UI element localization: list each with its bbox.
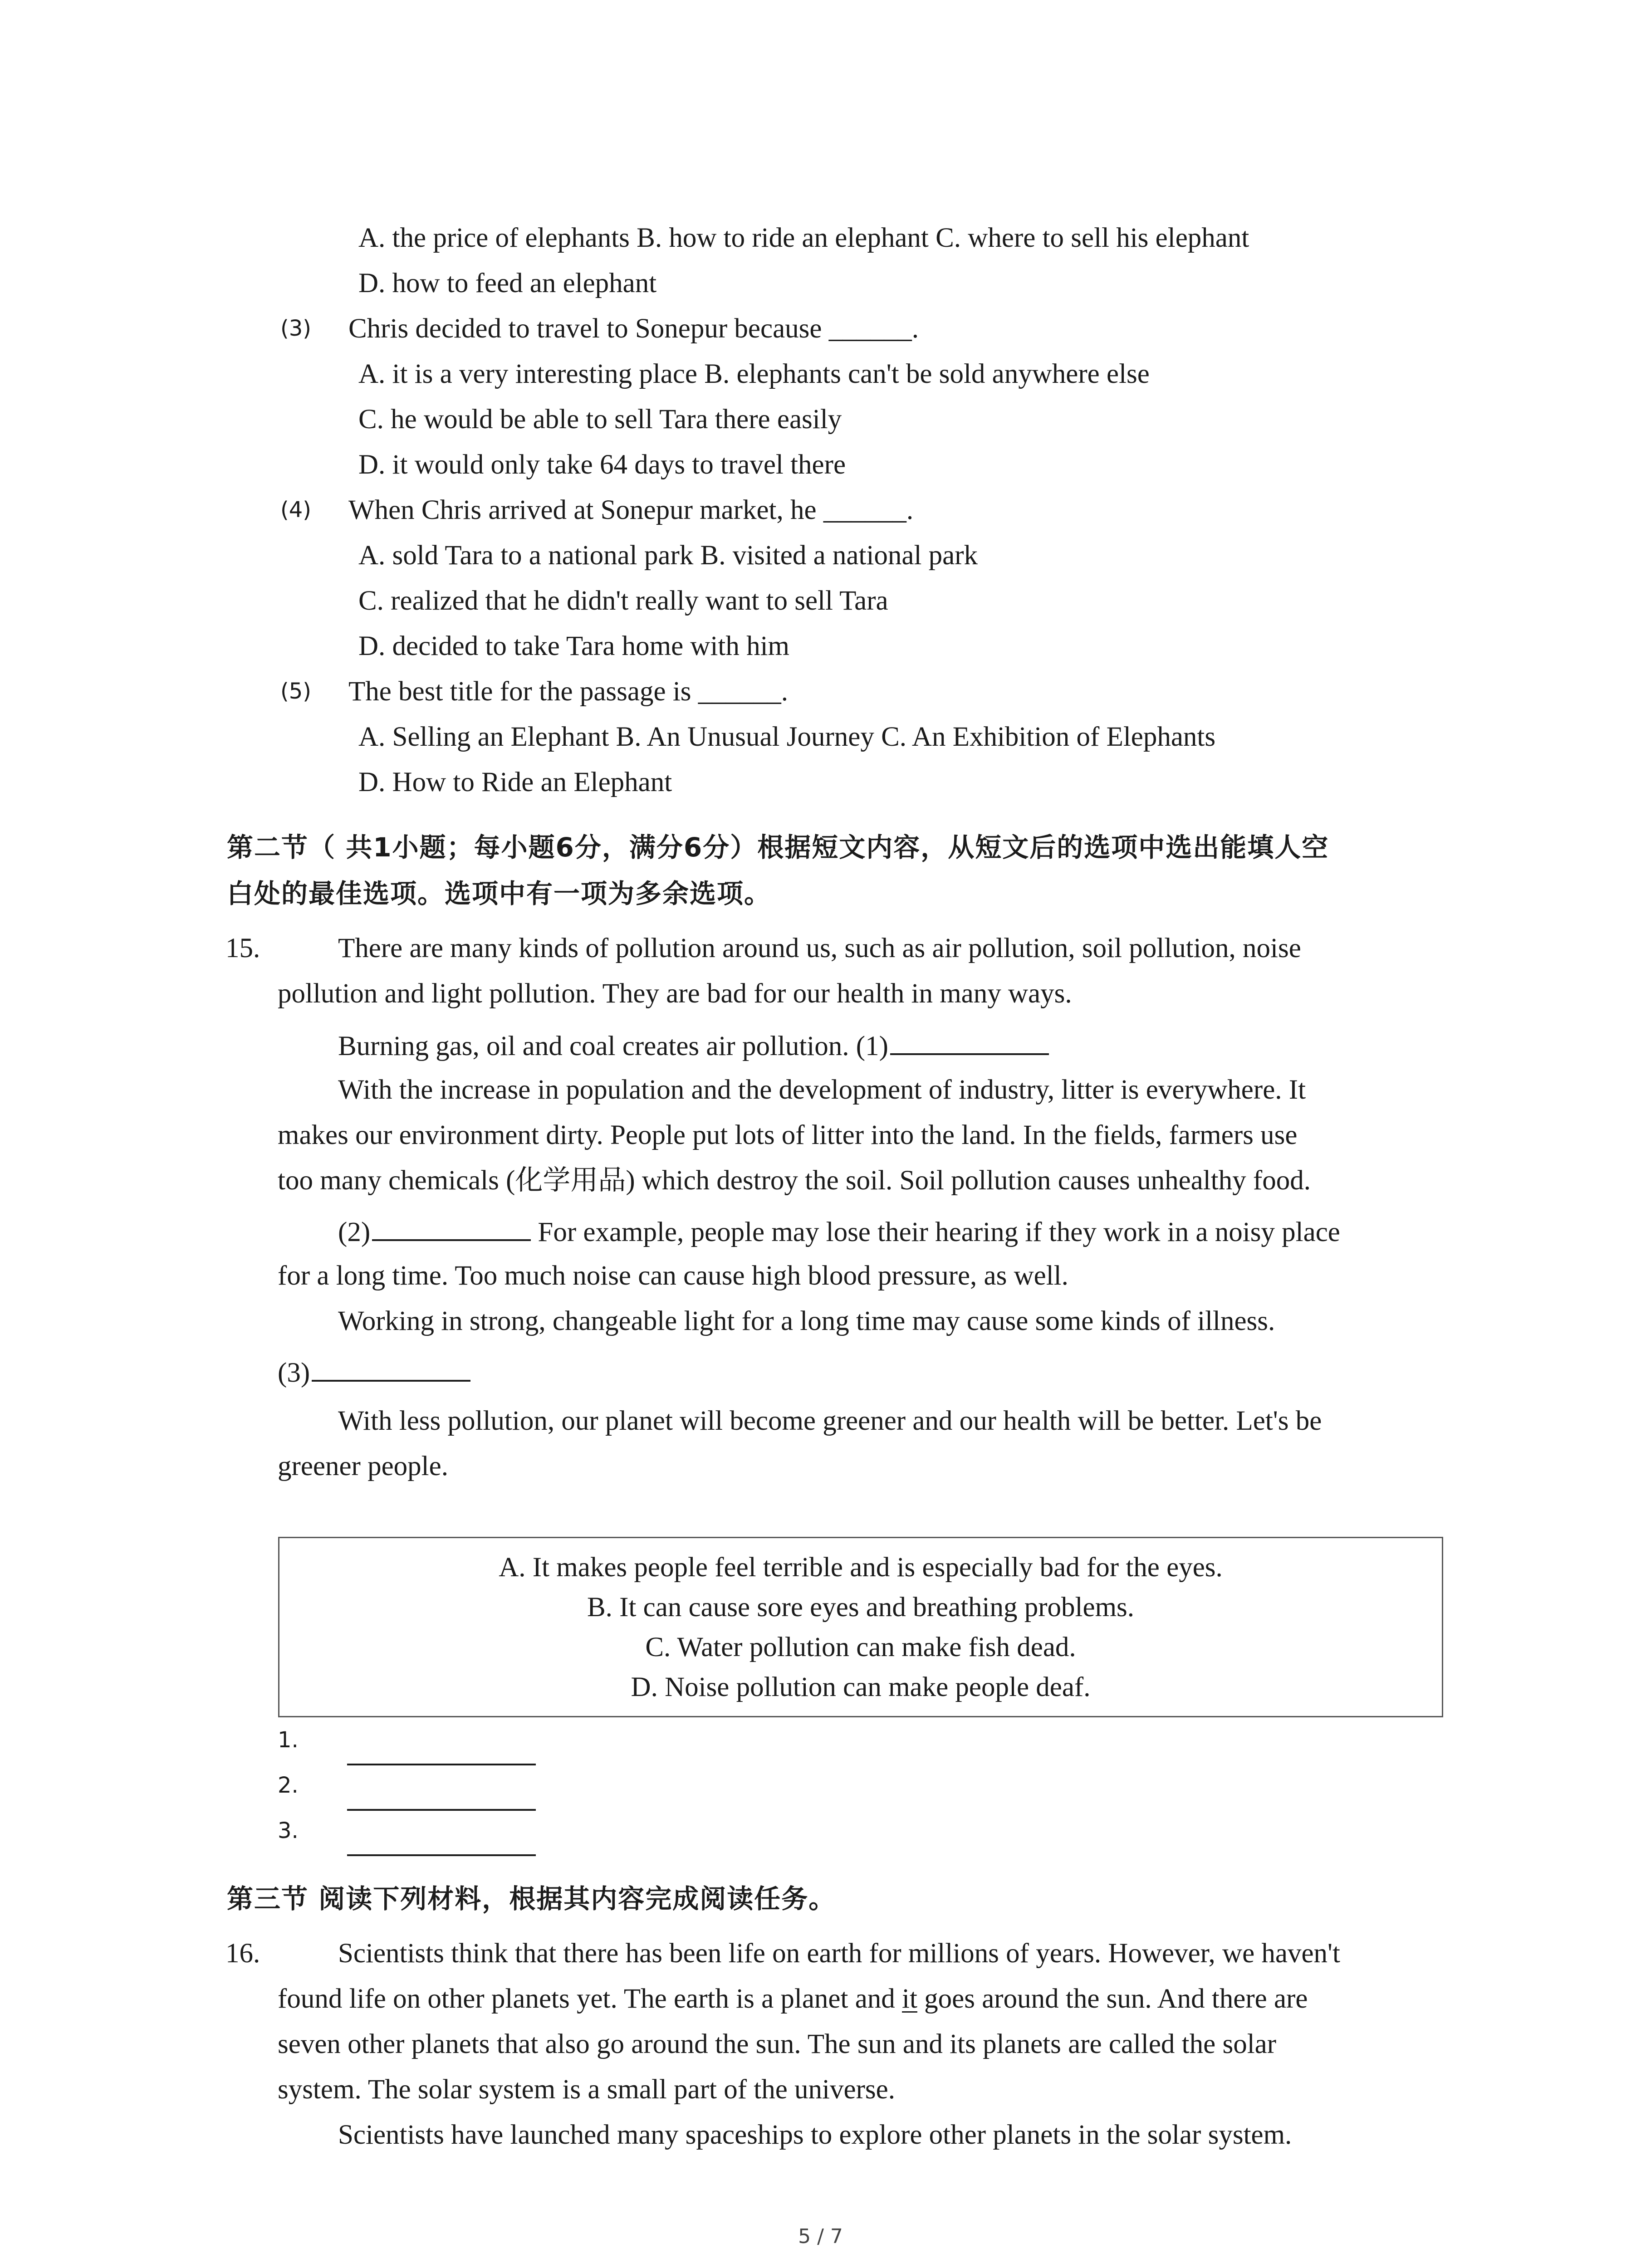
q15-blank-3[interactable]: [312, 1354, 470, 1382]
q15-p2: [338, 1028, 1049, 1063]
q15-option-d: D. Noise pollution can make people deaf.: [631, 1672, 1091, 1702]
q14-5-number: (5): [280, 679, 311, 704]
q16-p1-line2-pre: found life on other planets yet. The earth is a planet and: [278, 1984, 902, 2014]
q15-blank-2[interactable]: [372, 1214, 531, 1241]
q15-option-c: C. Water pollution can make fish dead.: [645, 1632, 1076, 1662]
section2-heading-line2: 白处的最佳选项。选项中有一项为多余选项。: [227, 878, 772, 909]
q14-4-option-line2: C. realized that he didn't really want to sell Tara: [358, 586, 888, 616]
q15-p5-line2: [278, 1354, 470, 1389]
section3-heading: 第三节 阅读下列材料，根据其内容完成阅读任务。: [227, 1883, 836, 1914]
q15-p1-line1: There are many kinds of pollution around us, such as air pollution, soil pollution, noise: [338, 933, 1301, 963]
q16-p1-line1: Scientists think that there has been life on earth for millions of years. However, we haven't: [338, 1938, 1340, 1969]
q15-option-a: A. It makes people feel terrible and is especially bad for the eyes.: [499, 1552, 1223, 1583]
q15-p6-line1: With less pollution, our planet will become greener and our health will be better. Let's be: [338, 1406, 1322, 1436]
q14-4-option-line3: D. decided to take Tara home with him: [358, 631, 789, 661]
q15-answer-3-number: 3.: [278, 1818, 299, 1843]
q16-number: 16.: [225, 1938, 260, 1969]
q14-3-stem: Chris decided to travel to Sonepur because ______.: [348, 313, 919, 344]
q16-p1-line4: system. The solar system is a small part of the universe.: [278, 2074, 895, 2105]
q15-number: 15.: [225, 933, 260, 963]
q16-p1-line2-post: goes around the sun. And there are: [917, 1984, 1308, 2014]
q14-2-options-line2: D. how to feed an elephant: [358, 268, 657, 298]
q15-p3-line3: too many chemicals (化学用品) which destroy the soil. Soil pollution causes unhealthy food.: [278, 1165, 1311, 1196]
q15-answer-2-number: 2.: [278, 1773, 299, 1798]
q16-p1-line3: seven other planets that also go around the sun. The sun and its planets are called the solar: [278, 2029, 1277, 2059]
q15-p4-line2: for a long time. Too much noise can cause high blood pressure, as well.: [278, 1261, 1068, 1291]
q14-4-number: (4): [280, 497, 311, 523]
q15-answer-1-number: 1.: [278, 1727, 299, 1753]
q14-5-option-line2: D. How to Ride an Elephant: [358, 767, 672, 797]
section2-heading-line1: 第二节（ 共1小题；每小题6分，满分6分）根据短文内容，从短文后的选项中选出能填人空: [227, 832, 1329, 863]
q15-options-box: [278, 1537, 1443, 1717]
q14-4-option-line1: A. sold Tara to a national park B. visited a national park: [358, 540, 978, 571]
q16-underlined-word: it: [902, 1984, 917, 2014]
q15-p6-line2: greener people.: [278, 1451, 448, 1481]
q15-answer-2-blank[interactable]: [347, 1809, 536, 1811]
q15-p5-label: (3): [278, 1358, 310, 1388]
q14-3-number: (3): [280, 316, 311, 341]
q15-p3-line2: makes our environment dirty. People put lots of litter into the land. In the fields, farmers use: [278, 1120, 1298, 1150]
q14-2-options-line1: A. the price of elephants B. how to ride an elephant C. where to sell his elephant: [358, 223, 1249, 253]
q14-3-option-line1: A. it is a very interesting place B. elephants can't be sold anywhere else: [358, 359, 1150, 389]
q14-5-stem: The best title for the passage is ______.: [348, 676, 789, 707]
q15-option-b: B. It can cause sore eyes and breathing problems.: [587, 1592, 1135, 1623]
q15-p5-line1: Working in strong, changeable light for a long time may cause some kinds of illness.: [338, 1306, 1275, 1336]
q15-p3-line1: With the increase in population and the development of industry, litter is everywhere. It: [338, 1075, 1306, 1105]
q14-5-option-line1: A. Selling an Elephant B. An Unusual Journey C. An Exhibition of Elephants: [358, 722, 1216, 752]
q15-p1-line2: pollution and light pollution. They are bad for our health in many ways.: [278, 978, 1072, 1009]
q15-p4: [338, 1214, 1340, 1249]
page-number: 5 / 7: [798, 2225, 843, 2248]
q16-p2-line1: Scientists have launched many spaceships to explore other planets in the solar system.: [338, 2120, 1292, 2150]
q14-3-option-line2: C. he would be able to sell Tara there easily: [358, 404, 842, 435]
q16-p1-line2: [278, 1982, 1308, 2015]
q15-answer-1-blank[interactable]: [347, 1764, 536, 1765]
q15-answer-3-blank[interactable]: [347, 1854, 536, 1856]
q14-4-stem: When Chris arrived at Sonepur market, he ______.: [348, 495, 914, 525]
q15-p4-label: (2): [338, 1217, 371, 1247]
q15-p4-text: For example, people may lose their hearing if they work in a noisy place: [538, 1217, 1340, 1247]
q15-p2-text: Burning gas, oil and coal creates air pollution. (1): [338, 1031, 888, 1061]
q15-blank-1[interactable]: [890, 1028, 1049, 1055]
q14-3-option-line3: D. it would only take 64 days to travel there: [358, 450, 846, 480]
